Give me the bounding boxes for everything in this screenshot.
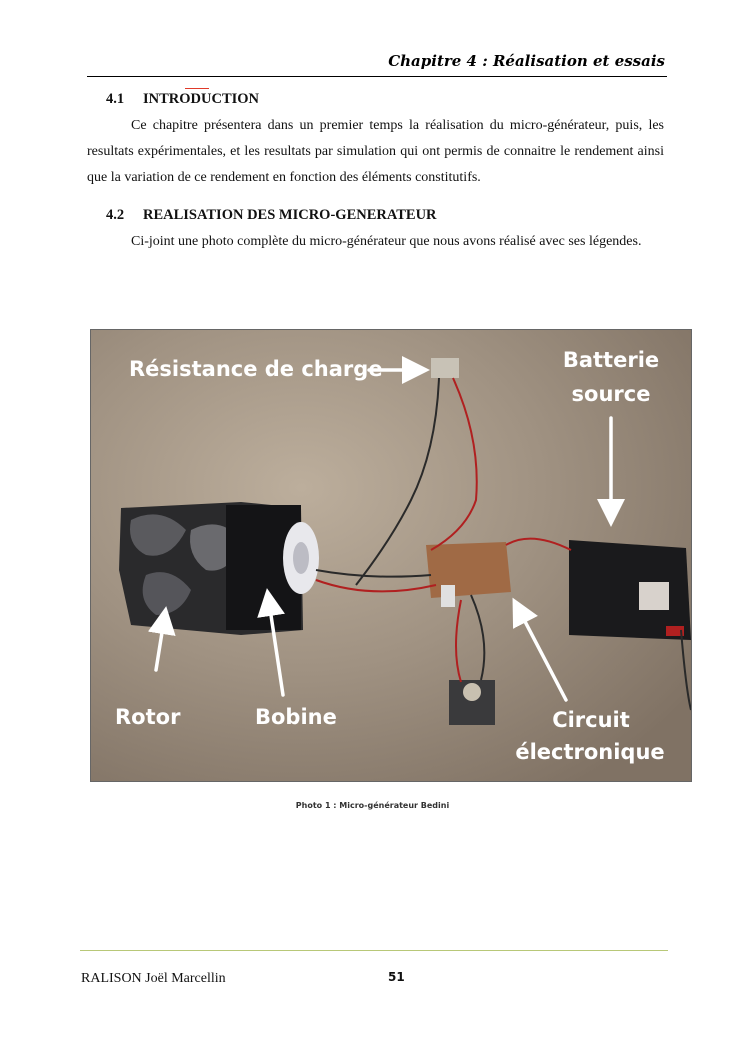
spellcheck-mark <box>185 88 209 89</box>
realisation-paragraph: Ci-joint une photo complète du micro-générateur que nous avons réalisé avec ses légendes. <box>131 234 642 249</box>
resistor-object <box>431 358 459 378</box>
label-battery-line1: Batterie <box>562 348 660 372</box>
footer-author: RALISON Joël Marcellin <box>81 971 226 986</box>
chapter-title: Chapitre 4 : Réalisation et essais <box>388 52 665 70</box>
section-heading-introduction <box>106 91 259 108</box>
page-number: 51 <box>388 970 405 984</box>
label-load-resistor: Résistance de charge <box>129 357 383 381</box>
generator-photo-drawing <box>91 330 691 781</box>
label-rotor: Rotor <box>115 705 181 729</box>
label-battery-line2: source <box>571 382 651 406</box>
label-circuit-line2: électronique <box>515 740 665 764</box>
section-title: REALISATION DES MICRO-GENERATEUR <box>143 207 437 223</box>
section-heading-realisation <box>106 207 437 224</box>
label-circuit-line1: Circuit <box>552 708 630 732</box>
section-number: 4.2 <box>106 207 125 223</box>
battery-object <box>569 540 691 640</box>
generator-photo <box>90 329 692 782</box>
photo-caption: Photo 1 : Micro-générateur Bedini <box>295 801 450 810</box>
introduction-paragraph: Ce chapitre présentera dans un premier temps la réalisation du micro-générateur, puis, les resultats expérimentales, et les resultats par simulation qui ont permis de connaitre le rendement ainsi que la variation de ce rendement en fonction des éléments constitutifs. <box>87 118 664 185</box>
footer-rule <box>80 950 668 951</box>
label-coil: Bobine <box>255 705 337 729</box>
section-number: 4.1 <box>106 91 125 107</box>
header-rule <box>87 76 667 77</box>
section-title: INTRODUCTION <box>143 91 260 107</box>
